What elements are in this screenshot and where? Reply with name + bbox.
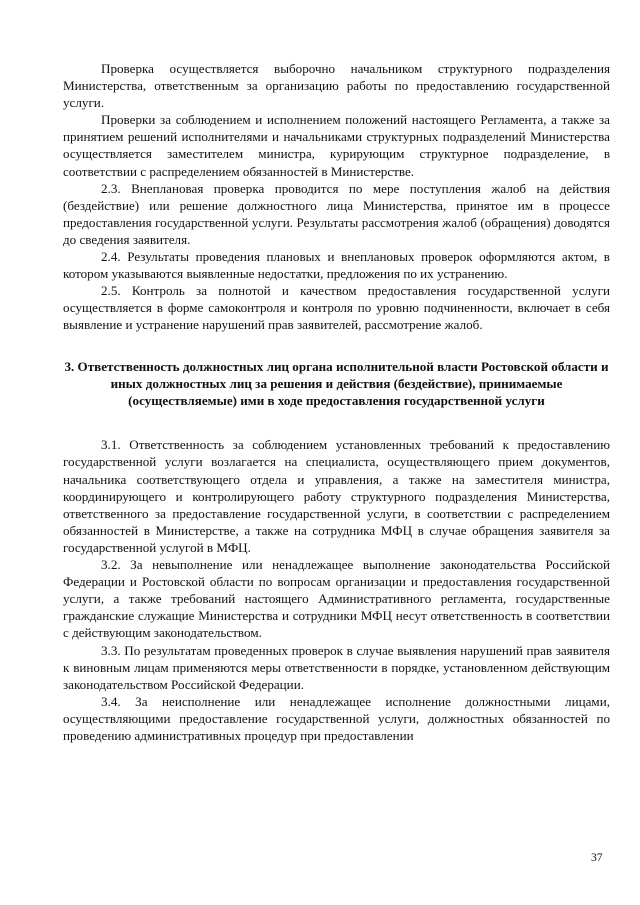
paragraph-inspection-deputy: Проверки за соблюдением и исполнением положений настоящего Регламента, а также за принятием решений исполнителями и начальниками структурных подразделений Министерства осуществляется заместителем министра, курирующим структурное подразделение, в соответствии с распределением обязанностей в Министерстве. (63, 112, 610, 179)
document-page (63, 60, 610, 744)
paragraph-2-4: 2.4. Результаты проведения плановых и внеплановых проверок оформляются актом, в котором указываются выявленные недостатки, предложения по их устранению. (63, 249, 610, 282)
paragraph-2-5: 2.5. Контроль за полнотой и качеством предоставления государственной услуги осуществляется в форме самоконтроля и контроля по уровню подчиненности, включает в себя выявление и устранение нарушений прав заявителей, рассмотрение жалоб. (63, 283, 610, 333)
paragraph-3-4: 3.4. За неисполнение или ненадлежащее исполнение должностными лицами, осуществляющими предоставление государственной услуги, должностных обязанностей по проведению административных процедур при предоставлении (63, 693, 610, 743)
paragraph-2-3: 2.3. Внеплановая проверка проводится по мере поступления жалоб на действия (бездействие) или решение должностного лица Министерства, принятое им в процессе предоставления государственной услуги. Результаты рассмотрения жалоб (обращения) доводятся до сведения заявителя. (63, 180, 610, 247)
section-3-heading: 3. Ответственность должностных лиц органа исполнительной власти Ростовской области и иных должностных лиц за решения и действия (бездействие), принимаемые (осуществляемые) ими в ходе предоставления государственной услуги (64, 358, 609, 409)
paragraph-3-2: 3.2. За невыполнение или ненадлежащее выполнение законодательства Российской Федерации и Ростовской области по вопросам организации и предоставления государственной услуги, а также требований настоящего Административного регламента, государственные гражданские служащие Министерства и сотрудники МФЦ несут ответственность в соответствии с действующим законодательством. (63, 557, 610, 641)
paragraph-3-1: 3.1. Ответственность за соблюдением установленных требований к предоставлению государственной услуги возлагается на специалиста, осуществляющего прием документов, начальника соответствующего отдела и управления, а также на заместителя министра, координирующего и контролирующего работу структурного подразделения Министерства, ответственного за предоставление государственной услуги, в соответствии с распределением обязанностей в Министерстве, а также на сотрудника МФЦ в случае обращения заявителя за государственной услугой в МФЦ. (63, 437, 610, 555)
paragraph-inspection-selective: Проверка осуществляется выборочно начальником структурного подразделения Министерства, ответственным за организацию работы по предоставлению государственной услуги. (63, 61, 610, 111)
page-number: 37 (591, 852, 603, 864)
paragraph-3-3: 3.3. По результатам проведенных проверок в случае выявления нарушений прав заявителя к виновным лицам применяются меры ответственности в порядке, установленном действующим законодательством Российской Федерации. (63, 642, 610, 692)
